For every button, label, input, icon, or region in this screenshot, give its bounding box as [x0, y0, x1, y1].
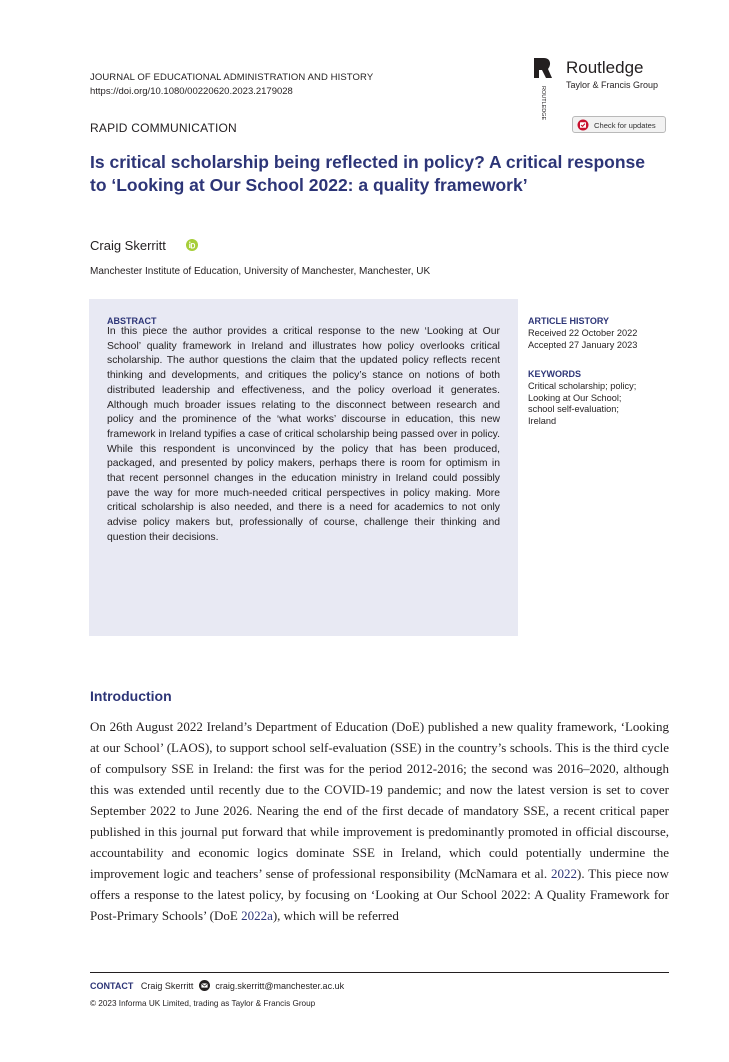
crossmark-icon — [577, 119, 589, 131]
abstract-heading: ABSTRACT — [107, 316, 157, 326]
footer-divider — [90, 972, 669, 973]
publisher-subtitle: Taylor & Francis Group — [566, 80, 659, 90]
body-text-part: ). This piece now offers a response to the latest policy, by focusing on ‘Looking at Our School 2022: A Quality Framework for Post-Primary Schools’ (DoE — [90, 866, 669, 923]
contact-name: Craig Skerritt — [140, 981, 194, 991]
received-date: Received 22 October 2022 — [528, 328, 638, 338]
contact-line — [90, 980, 344, 991]
article-history-heading: ARTICLE HISTORY — [528, 316, 610, 326]
publisher-name: Routledge — [566, 58, 644, 77]
logo-mark-text: ROUTLEDGE — [540, 86, 546, 121]
journal-name: JOURNAL OF EDUCATIONAL ADMINISTRATION AND HISTORY — [90, 72, 374, 83]
keyword-line: Ireland — [528, 415, 557, 426]
publisher-logo[interactable] — [530, 56, 670, 121]
routledge-logo-icon — [530, 56, 554, 121]
check-updates-button[interactable] — [572, 116, 666, 133]
body-text-part: ), which will be referred — [272, 908, 399, 923]
abstract-text: In this piece the author provides a critical response to the new ‘Looking at Our School’ quality framework in Ireland and illustrates how policy overlooks critical scholarship. The author questions the claim that the updated policy reflects recent thinking and developments, and critiques the policy’s stance on notions of both distributed leadership and effectiveness, and the policy overload it generates. Although much broader issues relating to the disconnect between research and policy and the prominence of the ‘what works’ discourse in education, this new framework in Ireland typifies a case of critical scholarship being passed over in policy. While this respondent is unconvinced by the policy that has been produced, packaged, and presented by policy makers, perhaps there is room for optimism in that recent personnel changes in the education ministry in Ireland could possibly pave the way for more much-needed critical perspectives in policy making. More critical scholarship is also needed, and there is a need for academics to not only advise policy makers but, professionally of course, challenge their thinking and question their decisions. — [107, 326, 500, 543]
article-title: Is critical scholarship being reflected in policy? A critical response to ‘Looking at Our School 2022: a quality framework’ — [90, 152, 645, 195]
body-text-part: On 26th August 2022 Ireland’s Department of Education (DoE) published a new quality framework, ‘Looking at our School’ (LAOS), to support school self-evaluation (SSE) in the country’s schools. This is the third cycle of compulsory SSE in Ireland: the first was for the period 2012-2016; the second was 2016–2020, although this was extended until recently due to the COVID-19 pandemic; and now the latest version is set to cover September 2022 to June 2026. Nearing the end of the first decade of mandatory SSE, a recent critical paper published in this journal put forward that while improvement is predominantly promoted in official discourse, accountability and economic logics dominate SSE in Ireland, which could potentially undermine the improvement logic and teachers’ sense of professional responsibility (McNamara et al. — [90, 719, 669, 881]
author-name[interactable]: Craig Skerritt — [90, 238, 166, 253]
citation-link[interactable]: 2022a — [241, 908, 273, 923]
body-paragraph — [90, 716, 669, 926]
copyright: © 2023 Informa UK Limited, trading as Taylor & Francis Group — [90, 999, 316, 1008]
contact-label: CONTACT — [90, 981, 134, 991]
orcid-icon[interactable] — [186, 239, 198, 251]
section-heading-introduction: Introduction — [90, 688, 172, 704]
contact-email[interactable]: craig.skerritt@manchester.ac.uk — [215, 981, 345, 991]
check-updates-label: Check for updates — [594, 121, 656, 130]
citation-link[interactable]: 2022 — [551, 866, 578, 881]
affiliation: Manchester Institute of Education, University of Manchester, Manchester, UK — [90, 266, 431, 277]
accepted-date: Accepted 27 January 2023 — [528, 340, 638, 350]
envelope-icon — [199, 980, 210, 991]
article-type: RAPID COMMUNICATION — [90, 121, 237, 135]
keywords-heading: KEYWORDS — [528, 369, 582, 379]
keyword-line: Looking at Our School; — [528, 392, 622, 403]
keyword-line: school self-evaluation; — [528, 404, 619, 414]
keyword-line: Critical scholarship; policy; — [528, 381, 637, 391]
doi-link[interactable]: https://doi.org/10.1080/00220620.2023.2179028 — [90, 86, 293, 97]
